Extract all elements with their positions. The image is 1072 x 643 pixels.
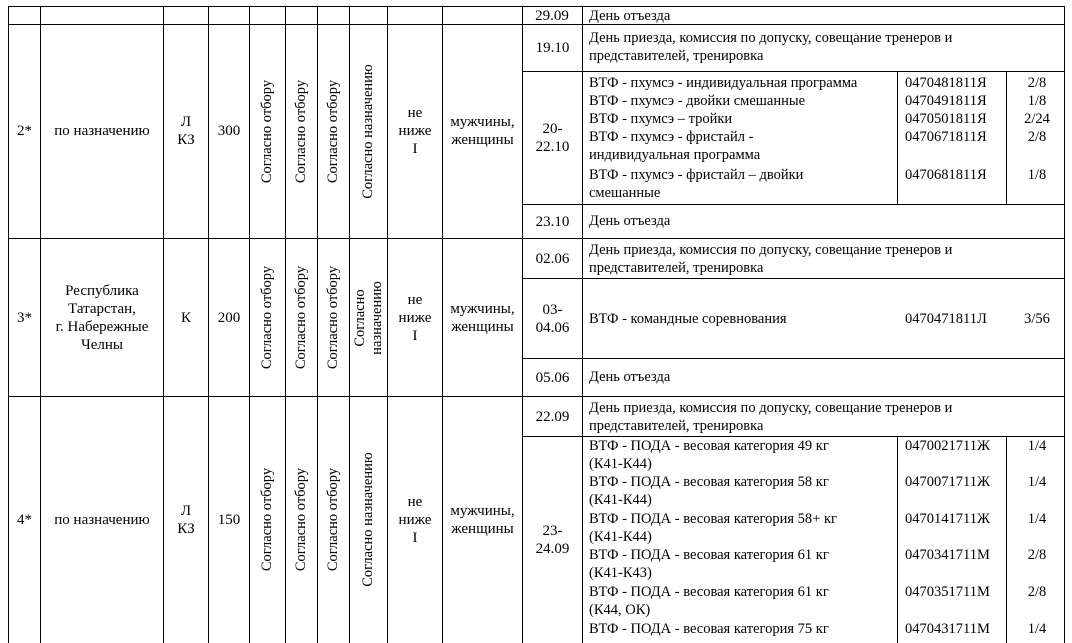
- selection-text: [249, 238, 286, 397]
- event-code: 0470501811Я: [905, 111, 987, 127]
- event-name: ВТФ - ПОДА - весовая категория 58+ кг (К41-К44): [589, 511, 837, 545]
- event-ratio: 2/24: [1024, 111, 1050, 127]
- event-ratio: 1/4: [1027, 474, 1047, 490]
- event-code: 0470491811Я: [905, 93, 987, 109]
- grid-line: [1006, 436, 1007, 643]
- event-code: 0470351711М: [905, 584, 990, 600]
- assignment-text: [349, 238, 388, 397]
- arrival-date: 19.10: [535, 40, 570, 56]
- event-code: 0470021711Ж: [905, 438, 990, 454]
- event-ratio: 1/8: [1027, 167, 1047, 183]
- selection-text: [285, 238, 318, 397]
- event-ratio: 1/4: [1027, 621, 1047, 637]
- row-number: 2*: [17, 123, 32, 139]
- assignment-text: [349, 24, 388, 238]
- arrival-text: День приезда, комиссия по допуску, совещание тренеров и представителей, тренировка: [589, 242, 953, 276]
- selection-label: Согласно отбору: [259, 79, 275, 183]
- selection-text: [249, 24, 286, 238]
- selection-label: Согласно отбору: [259, 265, 275, 370]
- event-name: ВТФ - ПОДА - весовая категория 49 кг (К41-К44): [589, 438, 829, 472]
- top-row-event: День отъезда: [589, 8, 671, 24]
- departure-text: День отъезда: [589, 369, 671, 385]
- gender-group: мужчины, женщины: [450, 300, 515, 335]
- event-name: ВТФ - пхумсэ - двойки смешанные: [589, 93, 806, 109]
- competition-dates: 03- 04.06: [535, 301, 570, 336]
- qualification-level: не ниже I: [398, 105, 432, 157]
- assignment-label: Согласно назначению: [351, 280, 385, 355]
- arrival-text: День приезда, комиссия по допуску, совещание тренеров и представителей, тренировка: [589, 30, 953, 64]
- arrival-date: 02.06: [535, 250, 570, 267]
- event-name: ВТФ - ПОДА - весовая категория 61 кг (К41-К43): [589, 547, 829, 581]
- event-ratio: 1/4: [1027, 438, 1047, 454]
- event-code: 0470481811Я: [905, 75, 987, 91]
- selection-text: [317, 24, 350, 238]
- venue: по назначению: [54, 511, 150, 528]
- selection-label: Согласно отбору: [293, 265, 309, 370]
- grid-line: [1064, 6, 1065, 643]
- participant-count: 200: [217, 309, 241, 326]
- selection-label: Согласно отбору: [325, 265, 341, 370]
- assignment-text: [349, 396, 388, 643]
- event-name: ВТФ - ПОДА - весовая категория 75 кг: [589, 621, 829, 637]
- event-code: 0470681811Я: [905, 167, 987, 183]
- category-code: Л КЗ: [177, 502, 195, 537]
- grid-line: [897, 71, 898, 204]
- competition-dates: 23- 24.09: [535, 522, 570, 557]
- event-ratio: 2/8: [1027, 584, 1047, 600]
- participant-count: 150: [217, 511, 241, 528]
- venue: Республика Татарстан, г. Набережные Челны: [55, 282, 149, 353]
- grid-line: [522, 278, 1065, 279]
- row-number: 4*: [17, 511, 32, 528]
- selection-text: [285, 24, 318, 238]
- selection-text: [317, 238, 350, 397]
- event-code: 0470141711Ж: [905, 511, 990, 527]
- event-name: ВТФ - пхумсэ – тройки: [589, 111, 733, 127]
- arrival-text: День приезда, комиссия по допуску, совещание тренеров и представителей, тренировка: [589, 400, 953, 434]
- departure-date: 05.06: [535, 369, 570, 386]
- event-code: 0470071711Ж: [905, 474, 990, 490]
- event-ratio: 1/4: [1027, 511, 1047, 527]
- grid-line: [522, 204, 1065, 205]
- departure-date: 23.10: [535, 213, 570, 230]
- assignment-label: Согласно назначению: [360, 452, 376, 587]
- event-name: ВТФ - ПОДА - весовая категория 58 кг (К41-К44): [589, 474, 829, 508]
- event-name: ВТФ - пхумсэ - фристайл - индивидуальная программа: [589, 129, 761, 163]
- event-ratio: 2/8: [1027, 75, 1047, 91]
- event-name: ВТФ - ПОДА - весовая категория 61 кг (К44, ОК): [589, 584, 829, 618]
- selection-label: Согласно отбору: [325, 79, 341, 183]
- selection-label: Согласно отбору: [293, 467, 309, 572]
- qualification-level: не ниже I: [398, 493, 432, 546]
- assignment-label: Согласно назначению: [360, 63, 376, 199]
- event-name: ВТФ - пхумсэ - индивидуальная программа: [589, 75, 858, 91]
- competition-dates: 20- 22.10: [535, 121, 570, 155]
- departure-text: День отъезда: [589, 213, 671, 229]
- grid-line: [522, 71, 1065, 72]
- event-code: 0470671811Я: [905, 129, 987, 145]
- gender-group: мужчины, женщины: [450, 502, 515, 537]
- category-code: Л КЗ: [177, 114, 195, 148]
- row-number: 3*: [17, 309, 32, 326]
- selection-label: Согласно отбору: [325, 467, 341, 572]
- grid-line: [1006, 71, 1007, 204]
- event-ratio: 3/56: [1024, 311, 1050, 327]
- selection-text: [285, 396, 318, 643]
- event-code: 0470431711М: [905, 621, 990, 637]
- event-name: ВТФ - командные соревнования: [589, 311, 787, 327]
- grid-line: [897, 436, 898, 643]
- arrival-date: 22.09: [535, 408, 570, 425]
- event-code: 0470341711М: [905, 547, 990, 563]
- event-ratio: 1/8: [1027, 93, 1047, 109]
- event-code: 0470471811Л: [905, 311, 987, 327]
- gender-group: мужчины, женщины: [450, 114, 515, 148]
- selection-text: [317, 396, 350, 643]
- participant-count: 300: [217, 123, 241, 139]
- grid-line: [522, 358, 1065, 359]
- venue: по назначению: [54, 123, 150, 139]
- qualification-level: не ниже I: [398, 291, 432, 344]
- event-name: ВТФ - пхумсэ - фристайл – двойки смешанные: [589, 167, 804, 201]
- top-row-date: 29.09: [535, 7, 569, 24]
- event-ratio: 2/8: [1027, 547, 1047, 563]
- selection-label: Согласно отбору: [259, 467, 275, 572]
- category-code: К: [180, 309, 191, 326]
- event-ratio: 2/8: [1027, 129, 1047, 145]
- selection-label: Согласно отбору: [293, 79, 309, 183]
- selection-text: [249, 396, 286, 643]
